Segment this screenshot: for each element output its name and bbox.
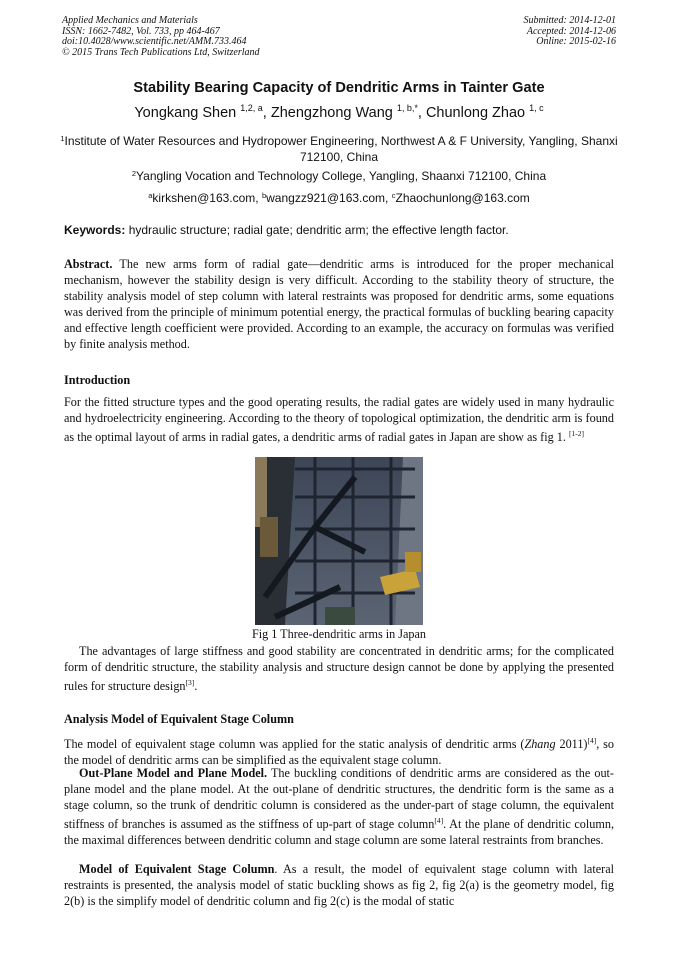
dendritic-arms-photo <box>255 457 423 625</box>
submitted-date: Submitted: 2014-12-01 <box>523 15 616 26</box>
citation-ref[interactable]: [3] <box>185 678 195 688</box>
issn-line: ISSN: 1662-7482, Vol. 733, pp 464-467 <box>62 25 220 37</box>
paragraph-lead-label: Out-Plane Model and Plane Model. <box>79 766 268 780</box>
author-list <box>0 103 678 121</box>
journal-name: Applied Mechanics and Materials <box>62 15 198 26</box>
analysis-paragraph-3: Model of Equivalent Stage Column. As a result, the model of equivalent stage column with lateral restraints is presented, the analysis model of static buckling shows as fig 2, fig 2(a) is the geometry model, fig 2(b) is the simplify model of dendritic column and fig 2(c) is the modal of static <box>64 862 614 909</box>
intro-paragraph-1: For the fitted structure types and the good operating results, the radial gates are widely used in many hydraulic and hydroelectricity engineering. According to the theory of topological optimization, the dendritic arm is found as the optimal layout of arms in radial gates, a dendritic arms of radial gates in Japan are show as fig 1. [1-2] <box>64 395 614 445</box>
online-date: Online: 2015-02-16 <box>536 36 616 48</box>
section-heading-introduction: Introduction <box>64 373 131 387</box>
citation-ref[interactable]: [4] <box>434 816 444 826</box>
affiliation-2: $^2$Yangling Vocation and Technology College, Yangling, Shaanxi 712100, China <box>131 169 547 183</box>
affiliation-1: $^1$Institute of Water Resources and Hydropower Engineering, Northwest A & F University, Yangling, Shanxi 712100, China <box>60 134 618 164</box>
keywords-text: hydraulic structure; radial gate; dendritic arm; the effective length factor. <box>125 223 509 237</box>
section-heading-analysis: Analysis Model of Equivalent Stage Column <box>64 712 294 726</box>
accepted-date: Accepted: 2014-12-06 <box>526 25 616 37</box>
header-right <box>524 16 617 48</box>
header-left <box>62 16 260 58</box>
email-list: $^a$kirkshen@163.com, $^b$wangzz921@163.com, $^c$Zhaochunlong@163.com <box>148 191 530 205</box>
keywords <box>64 223 616 237</box>
paper-title: Stability Bearing Capacity of Dendritic Arms in Tainter Gate <box>133 80 545 96</box>
abstract <box>64 256 614 353</box>
analysis-paragraph-1: The model of equivalent stage column was applied for the static analysis of dendritic arms (Zhang 2011)[4], so the model of dendritic arms can be simplified as the equivalent stage column. <box>64 736 614 768</box>
author-name: Yongkang Shen <box>134 105 241 121</box>
email-link[interactable]: wangzz921@163.com, <box>266 191 392 205</box>
author-affiliation-marker: 1, c <box>529 103 544 113</box>
figure-1-photo <box>255 457 423 625</box>
author-name: , Chunlong Zhao <box>417 105 530 121</box>
intro-paragraph-2: The advantages of large stiffness and good stability are concentrated in dendritic arms; for the complicated form of dendritic structure, the stability analysis and structure design cannot be done by applying the presented rules for structure design[3]. <box>64 644 614 694</box>
author-affiliation-marker: 1,2, a <box>240 103 263 113</box>
citation-ref[interactable]: [4] <box>587 736 597 745</box>
author-name: , Zhengzhong Wang <box>262 105 397 121</box>
analysis-paragraph-2: Out-Plane Model and Plane Model. The buckling conditions of dendritic arms are considered as the out-plane model and the plane model. At the out-plane of dendritic structures, the dendritic form is the same as a stage column, so the trunk of dendritic column is considered as the under-part of stage column, the equivalent stiffness of branches is assumed as the stiffness of up-part of stage column[4]. At the plane of dendritic column, the maximal differences between dendritic column and stage column are some lateral restraints from branches. <box>64 766 614 848</box>
email-link[interactable]: Zhaochunlong@163.com <box>395 191 530 205</box>
paragraph-lead-label: Model of Equivalent Stage Column <box>79 862 275 876</box>
email-link[interactable]: kirkshen@163.com, <box>152 191 262 205</box>
citation-ref[interactable]: [1-2] <box>568 429 584 439</box>
abstract-label: Abstract. <box>64 257 113 271</box>
figure-1-caption: Fig 1 Three-dendritic arms in Japan <box>251 627 427 641</box>
corresponding-author-marker: * <box>414 103 418 113</box>
author-affiliation-marker: 1, b,* <box>396 103 418 113</box>
abstract-text: The new arms form of radial gate—dendritic arms is introduced for the proper mechanical mechanism, however the stability design is very difficult. According to the stability theory of structure, the stability analysis model of step column with lateral restraints was proposed for dendritic arms, some equations was derived from the principle of minimum potential energy, the practical formulas of buckling bearing capacity and effective length coefficient were provided. According to an example, the accuracy on formulas was verified by finite analysis method. <box>64 257 614 352</box>
doi-line[interactable]: doi:10.4028/www.scientific.net/AMM.733.464 <box>62 36 247 48</box>
keywords-label: Keywords: <box>64 223 126 237</box>
copyright-line: © 2015 Trans Tech Publications Ltd, Switzerland <box>62 46 260 58</box>
